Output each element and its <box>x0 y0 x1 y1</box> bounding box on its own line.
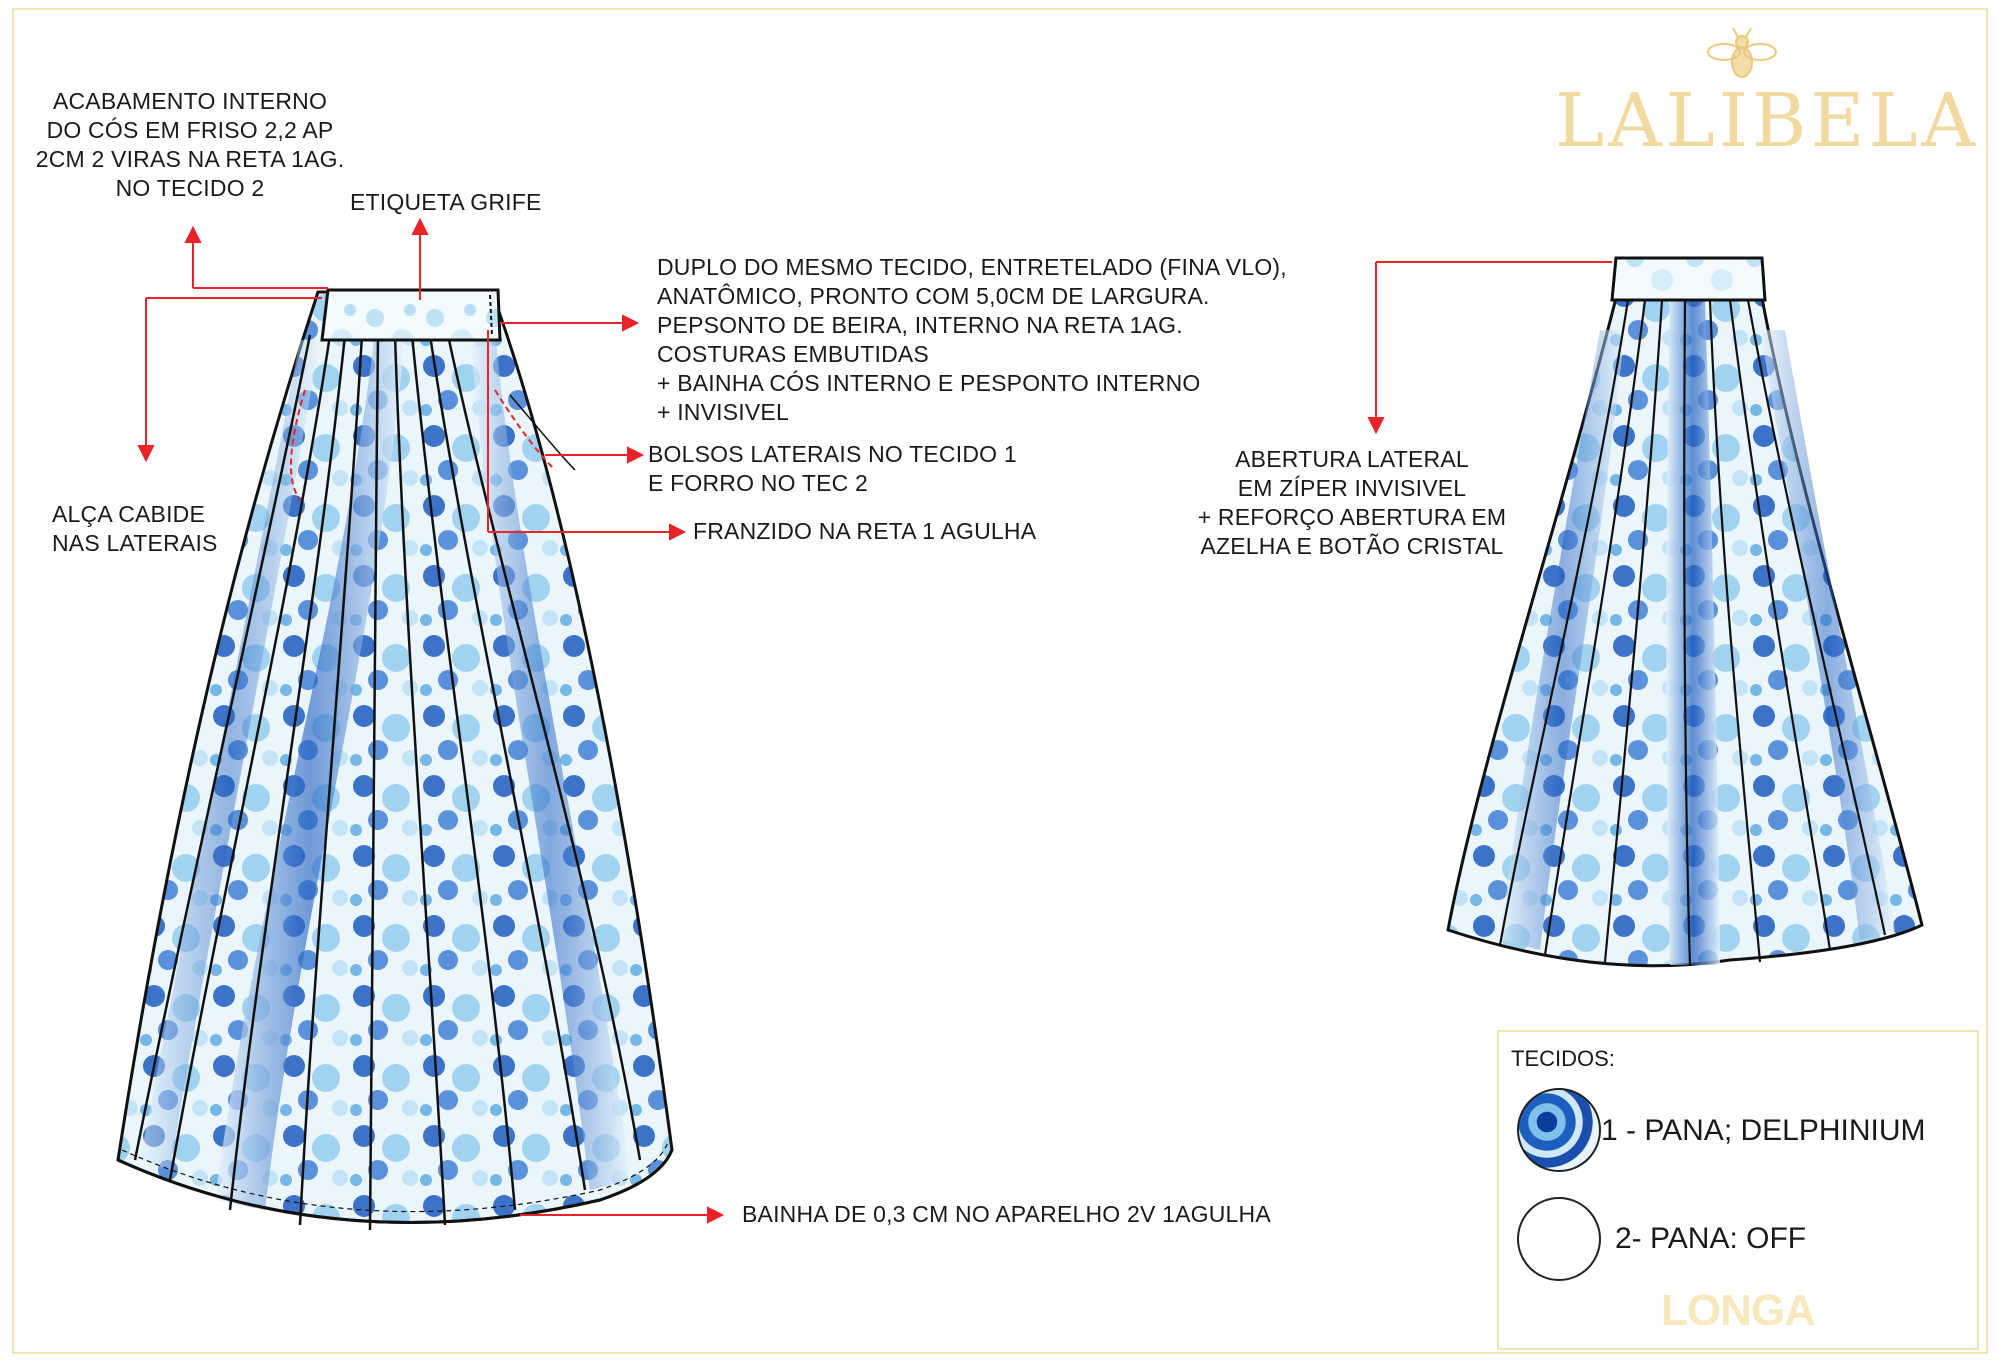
franzido-callout: FRANZIDO NA RETA 1 AGULHA <box>693 518 1037 544</box>
duplo-callout: DUPLO DO MESMO TECIDO, ENTRETELADO (FINA VLO), ANATÔMICO, PRONTO COM 5,0CM DE LARGURA. PEPSONTO DE BEIRA, INTERNO NA RETA 1AG. COSTURAS EMBUTIDAS + BAINHA CÓS INTERNO E PESPONTO INTERNO + INVISIVEL <box>657 254 1287 425</box>
fabric-legend <box>1497 1030 1979 1350</box>
alca-callout: ALÇA CABIDE NAS LATERAIS <box>52 501 218 556</box>
bainha-callout: BAINHA DE 0,3 CM NO APARELHO 2V 1AGULHA <box>742 1201 1271 1227</box>
length-label: LONGA <box>1661 1286 1815 1335</box>
etiqueta-callout: ETIQUETA GRIFE <box>350 189 542 215</box>
off-swatch <box>1517 1197 1601 1281</box>
back-skirt <box>1448 258 1922 966</box>
bee-icon <box>1708 28 1776 77</box>
legend-item-off: 2- PANA: OFF <box>1615 1222 1807 1255</box>
abertura-callout: ABERTURA LATERAL EM ZÍPER INVISIVEL + REFORÇO ABERTURA EM AZELHA E BOTÃO CRISTAL <box>1197 446 1507 559</box>
acabamento-callout: ACABAMENTO INTERNO DO CÓS EM FRISO 2,2 AP 2CM 2 VIRAS NA RETA 1AG. NO TECIDO 2 <box>35 88 345 201</box>
delphinium-swatch <box>1517 1088 1601 1172</box>
legend-title: TECIDOS: <box>1511 1046 1615 1071</box>
legend-item-delphinium: 1 - PANA; DELPHINIUM <box>1601 1114 1926 1147</box>
bolsos-callout: BOLSOS LATERAIS NO TECIDO 1 E FORRO NO TEC 2 <box>648 441 1017 496</box>
front-skirt <box>118 290 672 1230</box>
brand-logo: LALIBELA <box>1555 78 1979 164</box>
